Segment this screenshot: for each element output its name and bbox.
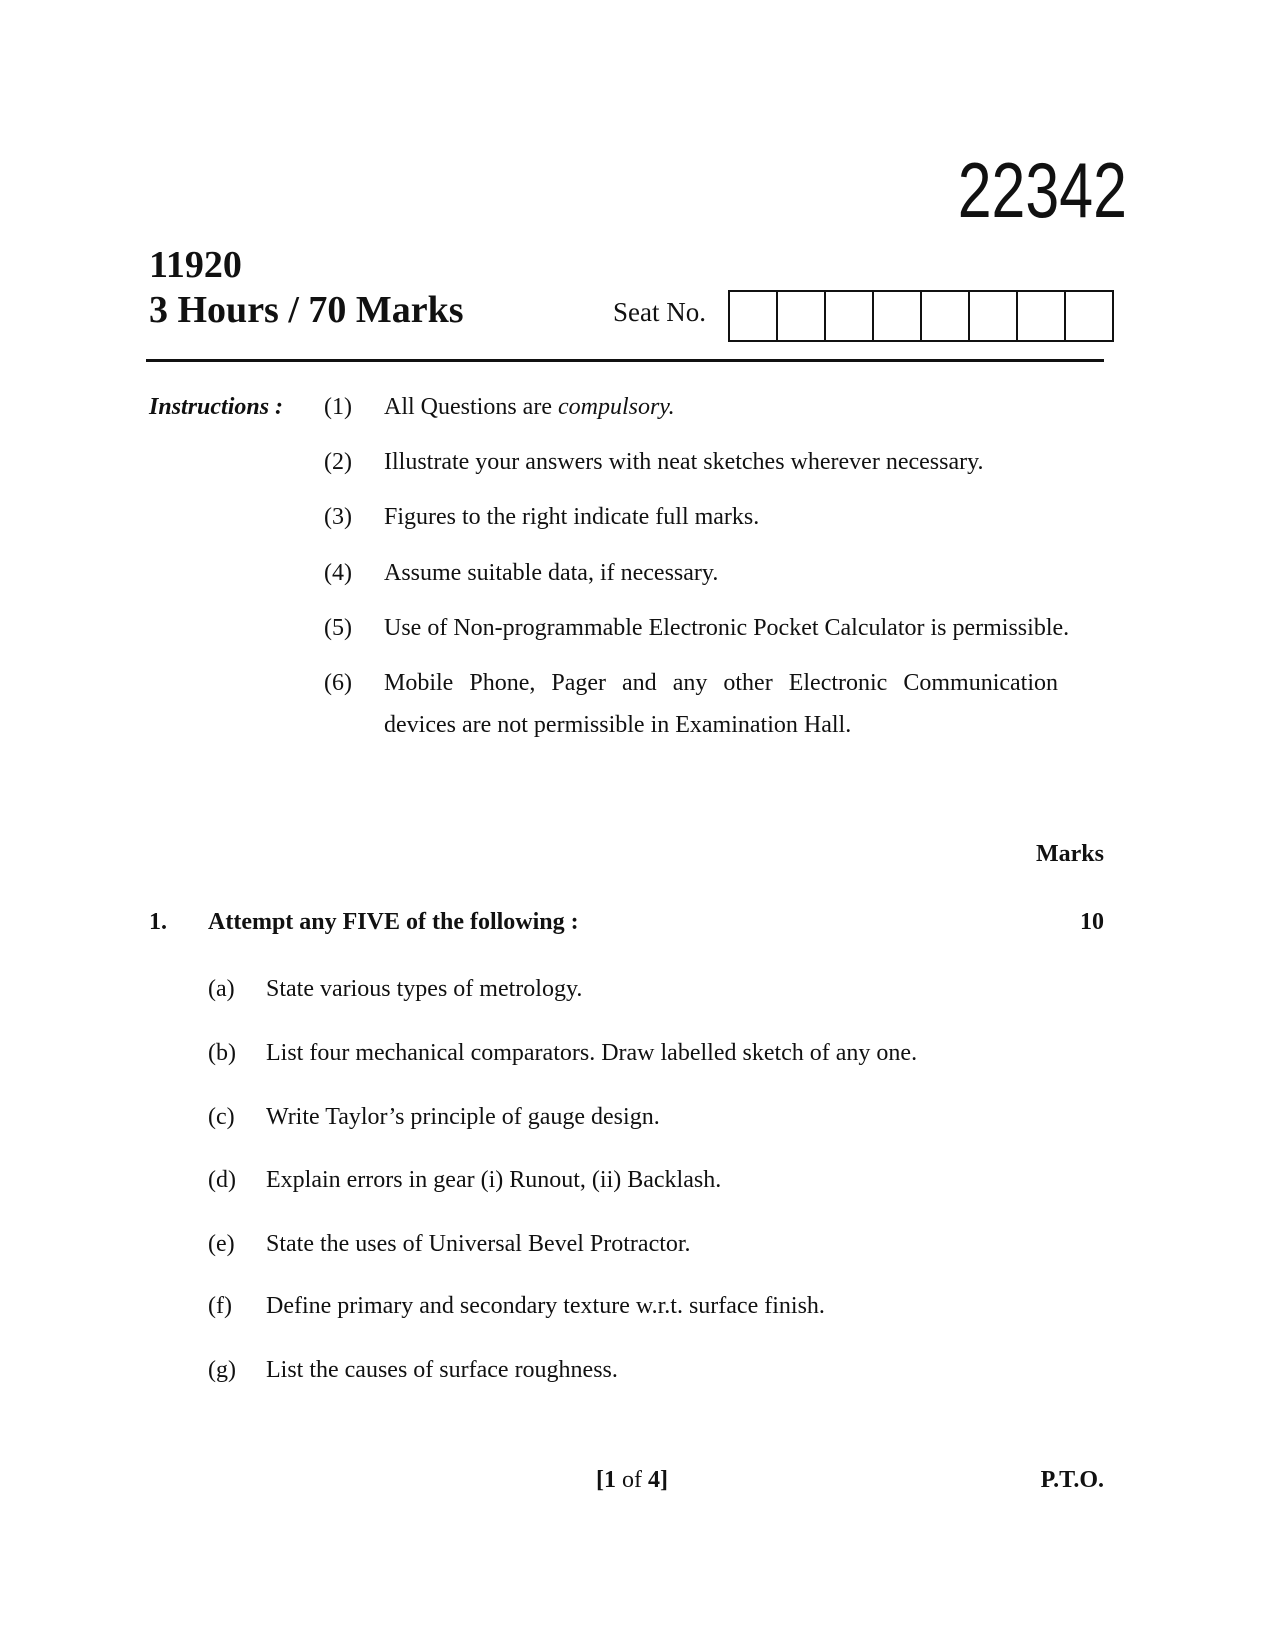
page-of: of [616,1467,648,1493]
instruction-number: (1) [324,394,352,420]
instruction-text: Figures to the right indicate full marks. [384,504,760,530]
question-number: 1. [149,909,167,935]
instruction-number: (6) [324,670,352,696]
seat-box[interactable] [826,292,874,340]
duration-marks: 3 Hours / 70 Marks [149,289,464,331]
subquestion-label: (b) [208,1040,236,1066]
seat-box[interactable] [922,292,970,340]
instruction-text: Use of Non-programmable Electronic Pocket Calculator is permissible. [384,615,1070,641]
seat-box[interactable] [730,292,778,340]
instruction-text: Illustrate your answers with neat sketches wherever necessary. [384,449,984,475]
instruction-text: Assume suitable data, if necessary. [384,560,719,586]
instruction-number: (5) [324,615,352,641]
seat-box[interactable] [970,292,1018,340]
instruction-text-part: All Questions are [384,394,558,420]
seat-box[interactable] [1018,292,1066,340]
subquestion-label: (a) [208,976,235,1002]
subquestion-label: (d) [208,1167,236,1193]
subquestion-text: Define primary and secondary texture w.r.t. surface finish. [266,1293,825,1319]
question-text: Attempt any FIVE of the following : [208,909,579,935]
seat-label: Seat No. [613,297,706,327]
instruction-text [384,394,675,421]
subject-code: 22342 [957,146,1127,234]
seat-number-boxes[interactable] [728,290,1114,342]
subquestion-text: State various types of metrology. [266,976,583,1002]
marks-header: Marks [1036,841,1104,867]
subquestion-label: (g) [208,1357,236,1383]
pto-label: P.T.O. [1040,1467,1104,1493]
subquestion-text: State the uses of Universal Bevel Protractor. [266,1231,691,1257]
subquestion-text: List the causes of surface roughness. [266,1357,618,1383]
page-current: [1 [596,1467,616,1493]
subquestion-label: (e) [208,1231,235,1257]
instruction-number: (2) [324,449,352,475]
seat-box[interactable] [778,292,826,340]
question-marks: 10 [1080,909,1104,935]
instruction-text: Mobile Phone, Pager and any other Electronic Communication [384,670,1058,696]
subquestion-text: Write Taylor’s principle of gauge design. [266,1104,660,1130]
subquestion-text: Explain errors in gear (i) Runout, (ii) Backlash. [266,1167,722,1193]
exam-code: 11920 [149,244,242,286]
instruction-number: (4) [324,560,352,586]
instruction-emphasis: compulsory. [557,394,675,420]
subquestion-text: List four mechanical comparators. Draw labelled sketch of any one. [266,1040,918,1066]
page-total: 4] [648,1467,668,1493]
instructions-label: Instructions : [149,394,284,420]
instruction-number: (3) [324,504,352,530]
header-divider [146,359,1104,362]
seat-box[interactable] [1066,292,1112,340]
page-number [596,1467,668,1494]
subquestion-label: (c) [208,1104,235,1130]
seat-box[interactable] [874,292,922,340]
instruction-text-continued: devices are not permissible in Examination Hall. [384,712,852,738]
subquestion-label: (f) [208,1293,232,1319]
